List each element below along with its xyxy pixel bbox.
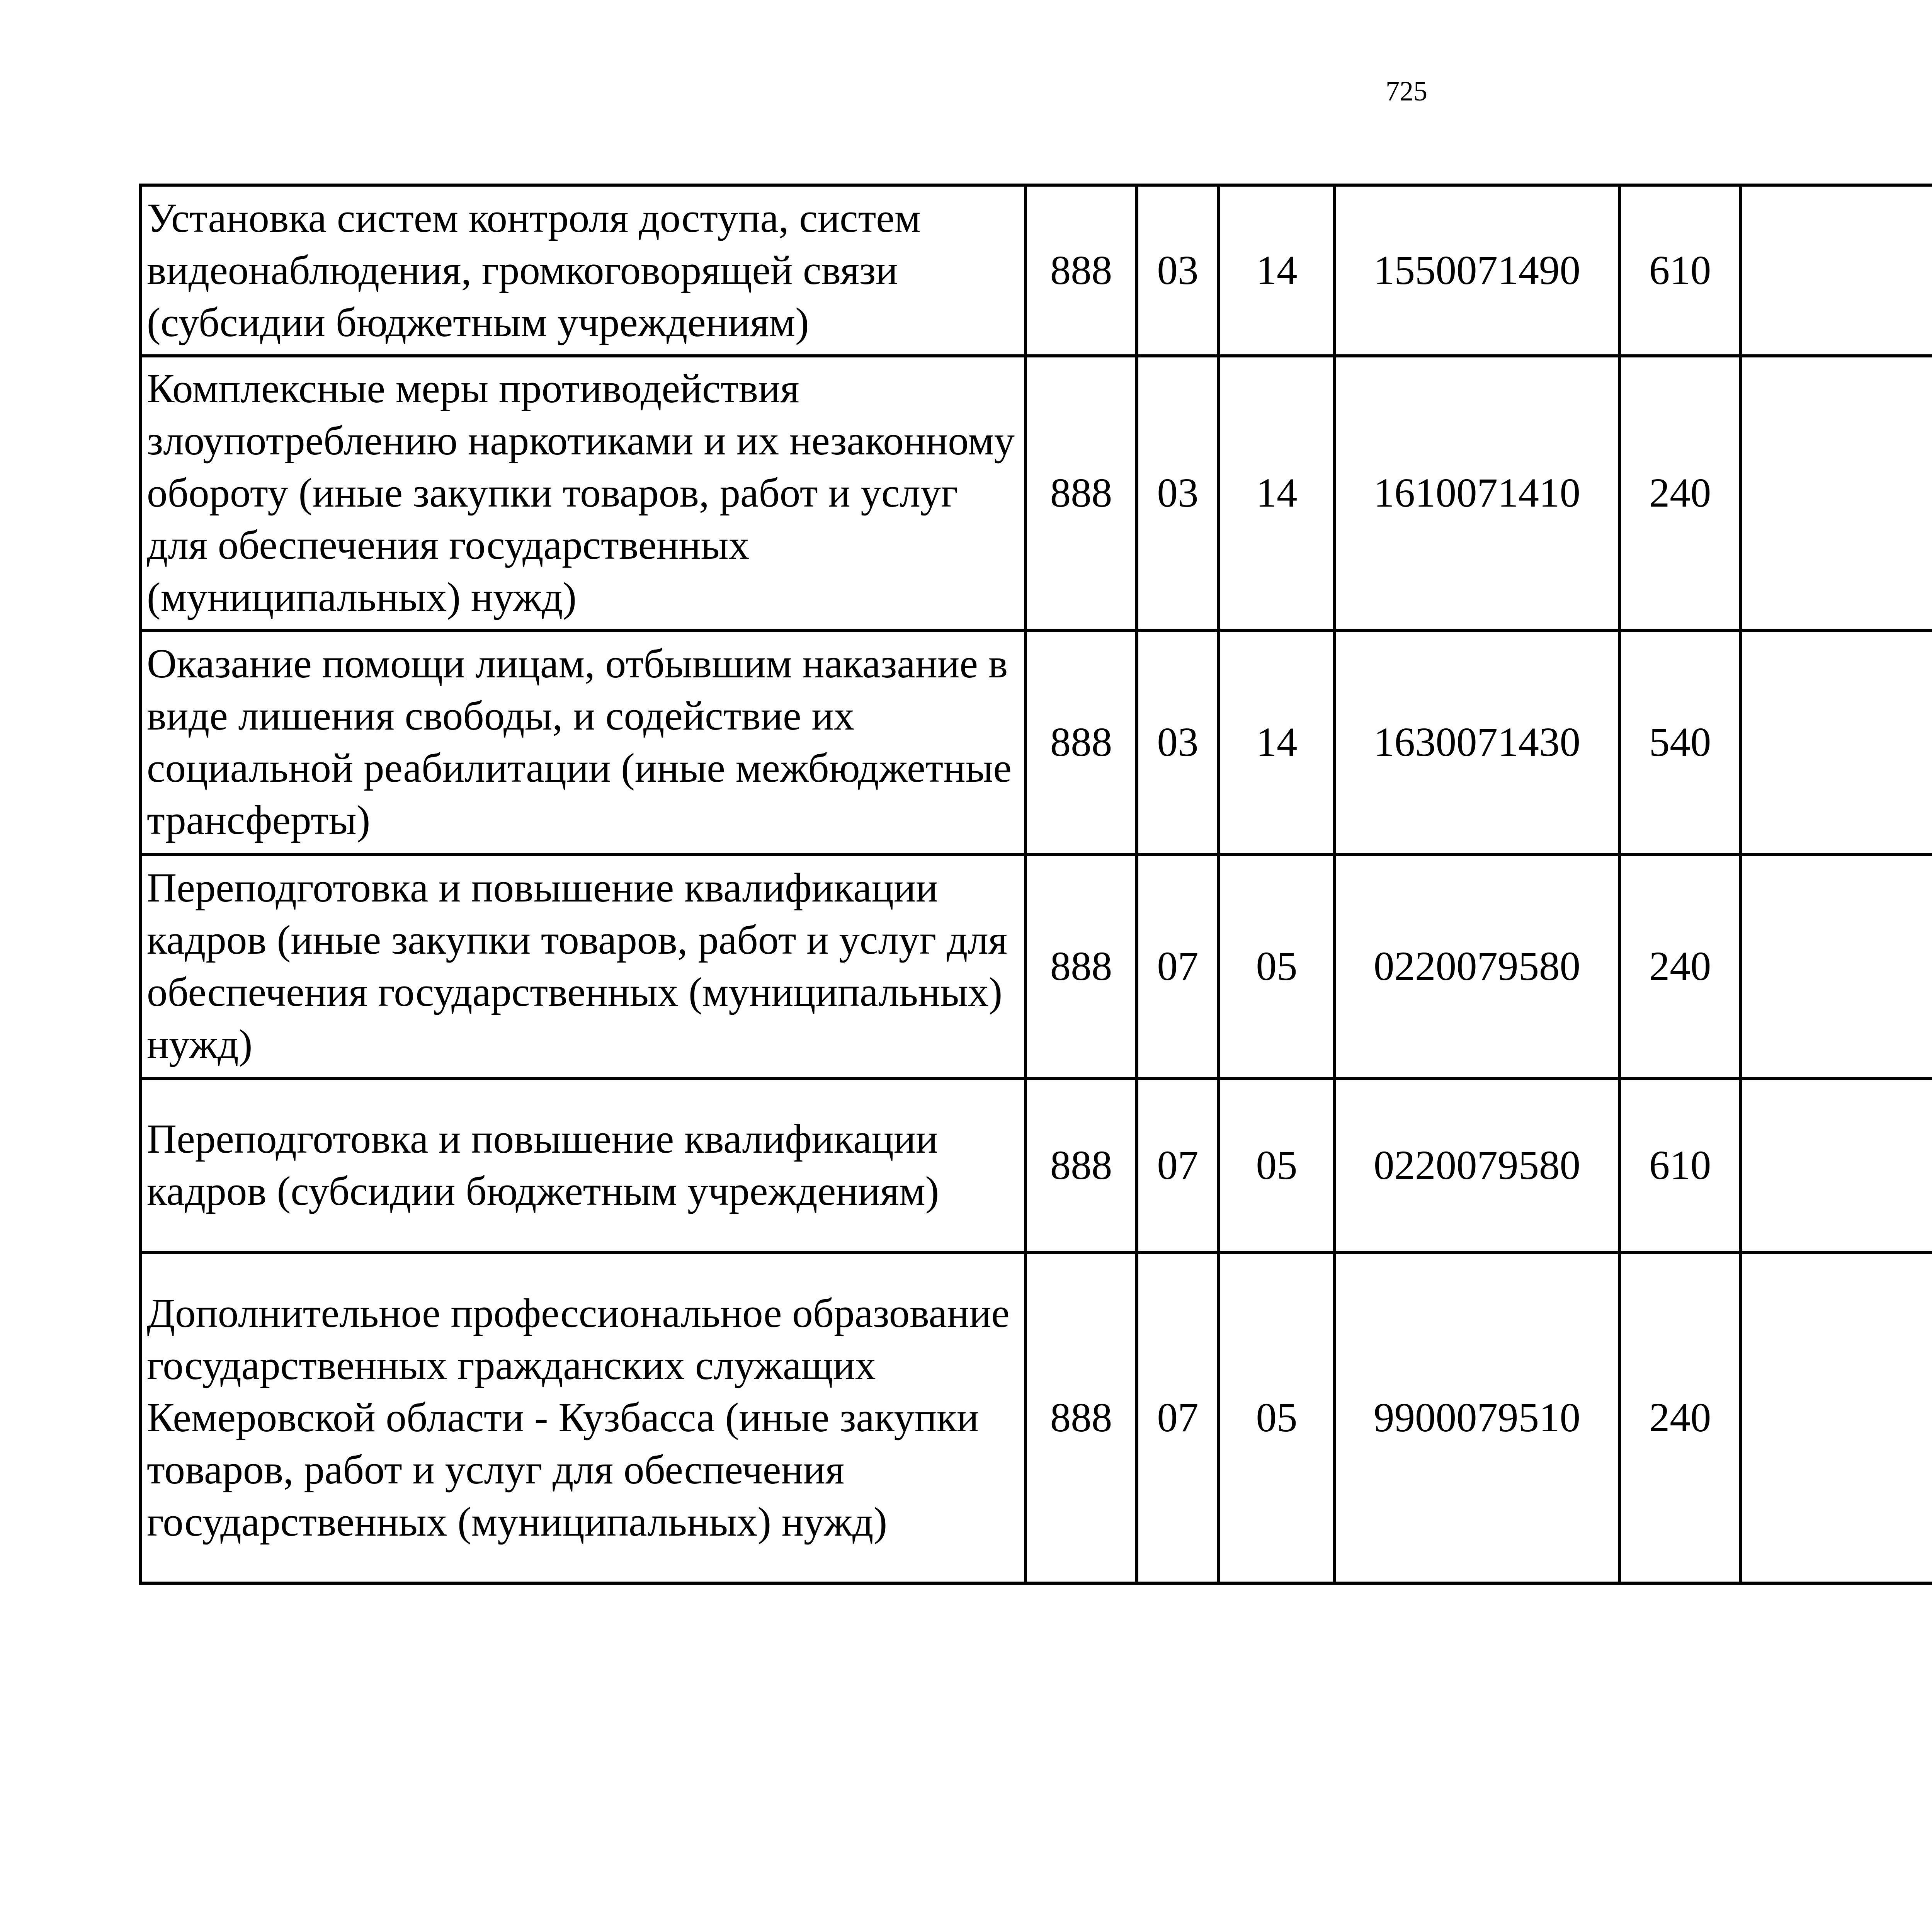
target-article-code: 0220079580: [1335, 854, 1619, 1078]
section-code: 07: [1137, 854, 1219, 1078]
table-row: [141, 1078, 1932, 1252]
subsection-code: 14: [1219, 630, 1335, 854]
ministry-code: 888: [1026, 1252, 1137, 1583]
expense-type-code: 240: [1619, 1252, 1741, 1583]
row-description: Оказание помощи лицам, отбывшим наказание в виде лишения свободы, и содействие их социальной реабилитации (иные межбюджетные трансферты): [141, 630, 1026, 854]
subsection-code: 14: [1219, 185, 1335, 356]
amount-1: [1741, 1252, 1932, 1583]
ministry-code: 888: [1026, 356, 1137, 630]
row-description: Комплексные меры противодействия злоупотреблению наркотиками и их незаконному обороту (иные закупки товаров, работ и услуг для обеспечения государственных (муниципальных) нужд): [141, 356, 1026, 630]
row-description: Переподготовка и повышение квалификации кадров (иные закупки товаров, работ и услуг для обеспечения государственных (муниципальных) нужд): [141, 854, 1026, 1078]
amount-1: [1741, 854, 1932, 1078]
expense-type-code: 610: [1619, 185, 1741, 356]
ministry-code: 888: [1026, 630, 1137, 854]
target-article-code: 1550071490: [1335, 185, 1619, 356]
subsection-code: 05: [1219, 854, 1335, 1078]
table-row: [141, 854, 1932, 1078]
table-row: [141, 185, 1932, 356]
section-code: 03: [1137, 185, 1219, 356]
amount-1: [1741, 185, 1932, 356]
target-article-code: 1630071430: [1335, 630, 1619, 854]
row-description: Дополнительное профессиональное образование государственных гражданских служащих Кемеровской области - Кузбасса (иные закупки товаров, работ и услуг для обеспечения государственных (муниципальных) нужд): [141, 1252, 1026, 1583]
expense-type-code: 240: [1619, 356, 1741, 630]
ministry-code: 888: [1026, 185, 1137, 356]
section-code: 07: [1137, 1252, 1219, 1583]
expense-type-code: 610: [1619, 1078, 1741, 1252]
row-description: Переподготовка и повышение квалификации кадров (субсидии бюджетным учреждениям): [141, 1078, 1026, 1252]
table-row: [141, 356, 1932, 630]
subsection-code: 14: [1219, 356, 1335, 630]
subsection-code: 05: [1219, 1252, 1335, 1583]
section-code: 07: [1137, 1078, 1219, 1252]
amount-1: [1741, 356, 1932, 630]
budget-table: [139, 184, 1932, 1585]
table-row: [141, 1252, 1932, 1583]
expense-type-code: 540: [1619, 630, 1741, 854]
section-code: 03: [1137, 630, 1219, 854]
amount-1: [1741, 1078, 1932, 1252]
section-code: 03: [1137, 356, 1219, 630]
target-article-code: 1610071410: [1335, 356, 1619, 630]
row-description: Установка систем контроля доступа, систем видеонаблюдения, громкоговорящей связи (субсидии бюджетным учреждениям): [141, 185, 1026, 356]
target-article-code: 0220079580: [1335, 1078, 1619, 1252]
target-article-code: 9900079510: [1335, 1252, 1619, 1583]
table-row: [141, 630, 1932, 854]
page-number: 725: [1386, 76, 1427, 107]
expense-type-code: 240: [1619, 854, 1741, 1078]
subsection-code: 05: [1219, 1078, 1335, 1252]
ministry-code: 888: [1026, 1078, 1137, 1252]
amount-1: [1741, 630, 1932, 854]
ministry-code: 888: [1026, 854, 1137, 1078]
